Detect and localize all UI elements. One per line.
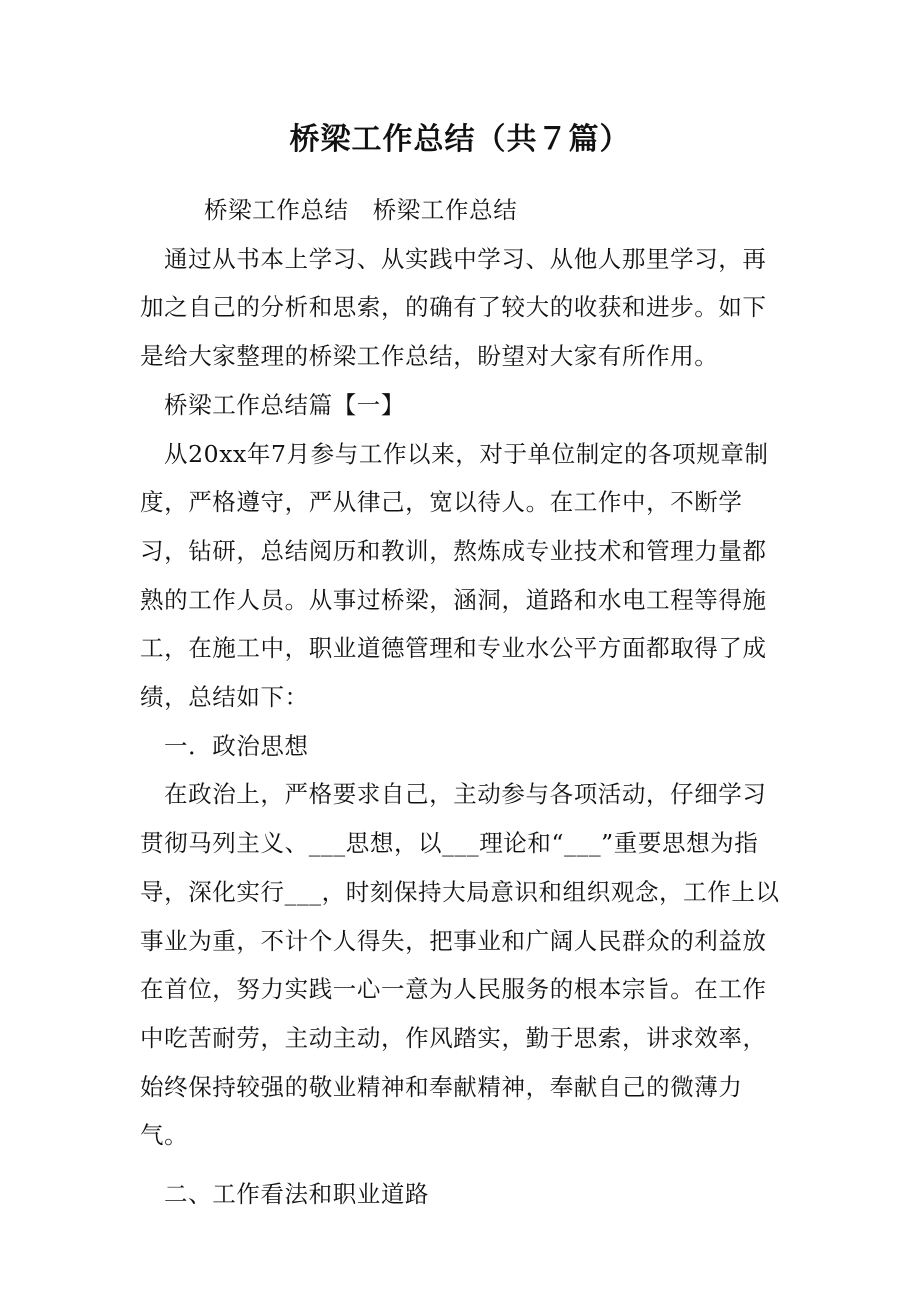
- document-body: [140, 186, 780, 1219]
- intro-paragraph: 通过从书本上学习、从实践中学习、从他人那里学习，再加之自己的分析和思索，的确有了较大的收获和进步。如下是给大家整理的桥梁工作总结，盼望对大家有所作用。: [140, 244, 767, 371]
- subsection-heading-work: 二、工作看法和职业道路: [164, 1180, 430, 1209]
- subsection-heading-politics: 一．政治思想: [164, 731, 309, 760]
- body-paragraph: 从20xx年7月参与工作以来，对于单位制定的各项规章制度，严格遵守，严从律己，宽以待人。在工作中，不断学习，钻研，总结阅历和教训，熬炼成专业技术和管理力量都熟的工作人员。从事过桥梁，涵洞，道路和水电工程等得施工，在施工中，职业道德管理和专业水公平方面都取得了成绩，总结如下：: [140, 439, 769, 712]
- body-paragraph-politics: 在政治上，严格要求自己，主动参与各项活动，仔细学习贯彻马列主义、___思想，以___理论和“___”重要思想为指导，深化实行___，时刻保持大局意识和组织观念，工作上以事业为重，不计个人得失，把事业和广阔人民群众的利益放在首位，努力实践一心一意为人民服务的根本宗旨。在工作中吃苦耐劳，主动主动，作风踏实，勤于思索，讲求效率，始终保持较强的敬业精神和奉献精神，奉献自己的微薄力气。: [140, 780, 780, 1150]
- paragraph-gap: [140, 1160, 780, 1170]
- document-title: 桥梁工作总结（共７篇）: [289, 122, 631, 157]
- section-heading-1: 桥梁工作总结篇【一】: [164, 390, 405, 419]
- subtitle-line: 桥梁工作总结 桥梁工作总结: [204, 196, 518, 224]
